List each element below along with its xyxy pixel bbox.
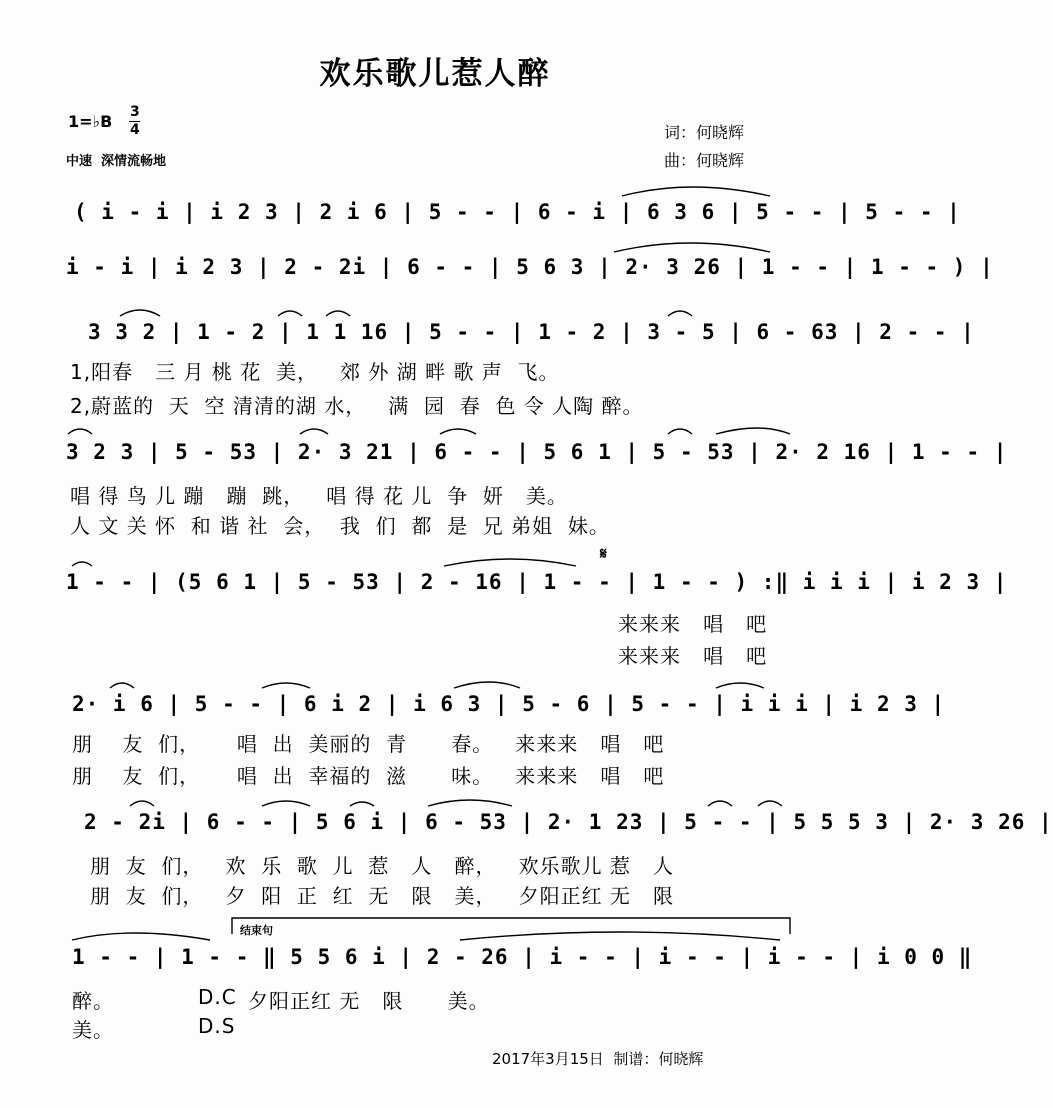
tie-arc <box>72 933 210 940</box>
notation-line-6: 2· i 6 | 5 - - | 6 i 2 | i 6 3 | 5 - 6 | 5 - - | i i i | i 2 3 | <box>72 692 946 716</box>
time-signature-bottom: 4 <box>130 122 140 138</box>
tie-arc <box>72 562 92 566</box>
notation-line-2: i - i | i 2 3 | 2 - 2i | 6 - - | 5 6 3 | 2· 3 26 | 1 - - | 1 - - ) | <box>66 255 994 279</box>
lyric-chorus-6: 朋 友 们， 夕 阳 正 红 无 限 美， 夕阳正红 无 限 <box>90 884 675 908</box>
tie-arc <box>622 187 770 196</box>
lyric-ending-3: 美。 <box>72 1018 114 1042</box>
tie-arc <box>454 682 520 688</box>
lyric-verse-2-line-2: 人 文 关 怀 和 谐 社 会， 我 们 都 是 兄 弟姐 妹。 <box>70 514 610 538</box>
lyric-chorus-2: 来来来 唱 吧 <box>618 644 768 668</box>
lyric-chorus-3: 朋 友 们， 唱 出 美丽的 青 春。 来来来 唱 吧 <box>72 732 665 756</box>
lyric-chorus-1: 来来来 唱 吧 <box>618 612 768 636</box>
tie-arc <box>440 429 476 434</box>
notation-line-5: 1 - - | (5 6 1 | 5 - 53 | 2 - 16 | 1 - - | 1 - - ) :‖ i i i | i 2 3 | <box>66 570 1008 594</box>
tie-arc <box>460 932 780 940</box>
lyric-chorus-4: 朋 友 们， 唱 出 幸福的 滋 味。 来来来 唱 吧 <box>72 764 665 788</box>
tie-arc <box>444 559 576 566</box>
tie-arc <box>758 801 782 806</box>
notation-line-3: 3 3 2 | 1 - 2 | 1 1 16 | 5 - - | 1 - 2 | 3 - 5 | 6 - 63 | 2 - - | <box>88 320 975 344</box>
lyric-verse-1-line-2: 唱 得 鸟 儿 蹦 蹦 跳， 唱 得 花 儿 争 妍 美。 <box>70 484 568 508</box>
time-signature-top: 3 <box>130 104 140 120</box>
notation-line-7: 2 - 2i | 6 - - | 5 6 i | 6 - 53 | 2· 1 23 | 5 - - | 5 5 5 3 | 2· 3 26 | <box>84 810 1053 834</box>
tie-arc <box>326 311 350 316</box>
tie-arc <box>300 429 328 434</box>
footer-credit: 2017年3月15日 制谱：何晓辉 <box>492 1050 704 1068</box>
tie-arc <box>668 311 692 316</box>
coda-label: 结束句 <box>240 924 273 937</box>
tie-arc <box>668 429 692 434</box>
lyric-verse-1-line-1: 1,阳春 三 月 桃 花 美， 郊 外 湖 畔 歌 声 飞。 <box>70 360 560 384</box>
lyric-verse-2-line-1: 2,蔚蓝的 天 空 清清的湖 水， 满 园 春 色 令 人陶 醉。 <box>70 394 644 418</box>
tie-arc <box>262 801 310 806</box>
lyric-ending-1: 醉。 <box>72 989 114 1013</box>
notation-line-4: 3 2 3 | 5 - 53 | 2· 3 21 | 6 - - | 5 6 1 | 5 - 53 | 2· 2 16 | 1 - - | <box>66 440 1008 464</box>
tie-arc <box>428 800 512 806</box>
tie-arc <box>350 802 374 806</box>
lyric-ending-2: 夕阳正红 无 限 美。 <box>248 989 490 1013</box>
ds-marking: D.S <box>198 1014 236 1038</box>
tie-arc <box>716 428 790 434</box>
dc-marking: D.C <box>198 985 237 1009</box>
tie-arc <box>262 683 310 688</box>
tie-arc <box>716 683 764 688</box>
key-signature: 1=♭B <box>68 112 113 131</box>
song-title: 欢乐歌儿惹人醉 <box>319 56 551 92</box>
tie-arc <box>278 311 302 316</box>
tempo-marking: 中速 深情流畅地 <box>66 154 167 169</box>
lyricist-credit: 词：何晓辉 <box>664 123 745 142</box>
composer-credit: 曲：何晓辉 <box>664 151 745 170</box>
notation-line-8: 1 - - | 1 - - ‖ 5 5 6 i | 2 - 26 | i - - | i - - | i - - | i 0 0 ‖ <box>72 945 973 969</box>
coda-bracket <box>232 918 790 934</box>
lyric-chorus-5: 朋 友 们， 欢 乐 歌 儿 惹 人 醉， 欢乐歌儿 惹 人 <box>90 854 675 878</box>
tie-arc <box>130 801 154 806</box>
tie-arc <box>708 801 732 806</box>
segno-sign: 𝄋 <box>600 544 607 563</box>
tie-arc <box>614 243 770 252</box>
tie-arc <box>110 683 134 688</box>
tie-arc <box>120 310 160 316</box>
tie-arc <box>68 429 92 434</box>
notation-line-1: ( i - i | i 2 3 | 2 i 6 | 5 - - | 6 - i | 6 3 6 | 5 - - | 5 - - | <box>74 200 961 224</box>
